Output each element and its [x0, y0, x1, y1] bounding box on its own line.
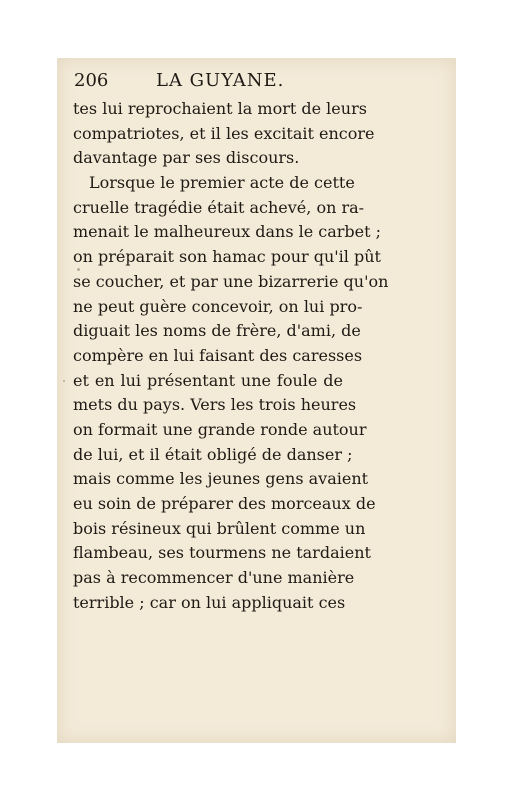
text-line: cruelle tragédie était achevé, on ra- [73, 197, 365, 217]
body-text [73, 97, 389, 615]
text-line: et en lui présentant une foule de [73, 370, 343, 390]
text-line: davantage par ses discours. [73, 148, 300, 168]
text-line: pas à recommencer d'une manière [73, 568, 355, 588]
text-line: mais comme les jeunes gens avaient [73, 469, 369, 489]
text-line: mets du pays. Vers les trois heures [73, 395, 357, 415]
text-line: flambeau, ses tourmens ne tardaient [73, 543, 371, 563]
text-line: tes lui reprochaient la mort de leurs [73, 99, 367, 118]
text-line: diguait les noms de frère, d'ami, de [73, 321, 361, 341]
page-header [74, 70, 334, 94]
text-line: on formait une grande ronde autour [73, 419, 367, 439]
text-line: menait le malheureux dans le carbet ; [73, 222, 382, 242]
text-line: se coucher, et par une bizarrerie qu'on [73, 271, 389, 291]
paragraph-start-line: Lorsque le premier acte de cette [89, 173, 355, 193]
running-title: LA GUYANE. [156, 70, 285, 91]
text-line: terrible ; car on lui appliquait ces [73, 592, 346, 612]
ink-blot-mark [63, 380, 65, 382]
text-line: on préparait son hamac pour qu'il pût [73, 247, 381, 267]
text-line: ne peut guère concevoir, on lui pro- [73, 296, 363, 316]
text-line: bois résineux qui brûlent comme un [73, 518, 366, 538]
text-line: compère en lui faisant des caresses [73, 345, 363, 365]
text-line: eu soin de préparer des morceaux de [73, 494, 376, 513]
page-number: 206 [74, 70, 109, 91]
text-line: compatriotes, et il les excitait encore [73, 123, 375, 143]
text-line: de lui, et il était obligé de danser ; [73, 444, 353, 464]
